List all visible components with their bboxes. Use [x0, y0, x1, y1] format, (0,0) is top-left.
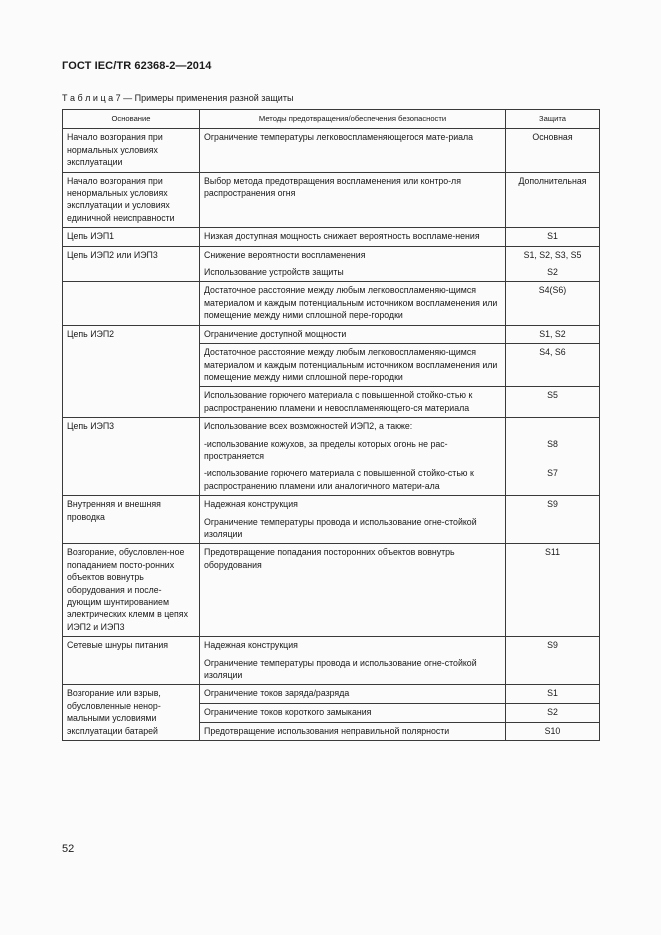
basis-cell: Возгорание или взрыв, обусловленные ненор-мальными условиями эксплуатации батарей — [63, 685, 200, 741]
method-cell: Ограничение температуры провода и использование огне-стойкой изоляции — [200, 514, 506, 544]
method-cell: Использование горючего материала с повышенной стойко-стью к распространению пламени и невоспламеняющего-ся материала — [200, 387, 506, 418]
protection-cell: S8 — [506, 436, 600, 466]
table-row — [63, 496, 600, 514]
protection-cell: S9 — [506, 637, 600, 685]
table-caption: Т а б л и ц а 7 — Примеры применения разной защиты — [62, 93, 294, 103]
protection-cell: Основная — [506, 129, 600, 172]
protection-cell: S1, S2, S3, S5 — [506, 246, 600, 264]
protection-cell: S10 — [506, 722, 600, 741]
table-row — [63, 246, 600, 264]
protection-cell: S1 — [506, 228, 600, 246]
table-header-row — [63, 110, 600, 129]
table-row — [63, 129, 600, 172]
method-cell: -использование горючего материала с повышенной стойко-стью к распространению пламени или аналогичного матери-ала — [200, 465, 506, 495]
protection-cell: S4(S6) — [506, 282, 600, 325]
protection-cell: S7 — [506, 465, 600, 495]
table-row — [63, 172, 600, 228]
method-cell: Предотвращение попадания посторонних объектов вовнутрь оборудования — [200, 544, 506, 637]
method-cell: Ограничение температуры провода и использование огне-стойкой изоляции — [200, 655, 506, 685]
table-row — [63, 228, 600, 246]
basis-cell-empty — [63, 282, 200, 325]
table-row — [63, 685, 600, 704]
basis-cell: Цепь ИЭП3 — [63, 418, 200, 496]
method-cell: -использование кожухов, за пределы которых огонь не рас-пространяется — [200, 436, 506, 466]
protection-table — [62, 109, 600, 741]
protection-cell: S5 — [506, 387, 600, 418]
document-header: ГОСТ IEC/TR 62368-2—2014 — [62, 60, 212, 72]
method-cell: Ограничение температуры легковоспламеняющегося мате-риала — [200, 129, 506, 172]
method-cell: Ограничение токов короткого замыкания — [200, 703, 506, 722]
protection-cell: S2 — [506, 703, 600, 722]
basis-cell: Возгорание, обусловлен-ное попаданием посто-ронних объектов вовнутрь оборудования и после-дующим шунтированием электрических клемм в цепях ИЭП2 и ИЭП3 — [63, 544, 200, 637]
method-cell: Ограничение доступной мощности — [200, 325, 506, 343]
basis-cell: Цепь ИЭП2 — [63, 325, 200, 417]
protection-cell: Дополнительная — [506, 172, 600, 228]
basis-cell: Сетевые шнуры питания — [63, 637, 200, 685]
basis-cell: Цепь ИЭП2 или ИЭП3 — [63, 246, 200, 282]
basis-cell: Внутренняя и внешняя проводка — [63, 496, 200, 544]
column-header-basis: Основание — [63, 110, 200, 129]
protection-cell: S9 — [506, 496, 600, 544]
method-cell: Использование всех возможностей ИЭП2, а также: — [200, 418, 506, 436]
table-row — [63, 637, 600, 655]
protection-cell: S11 — [506, 544, 600, 637]
method-cell: Предотвращение использования неправильной полярности — [200, 722, 506, 741]
table-row — [63, 325, 600, 343]
basis-cell: Цепь ИЭП1 — [63, 228, 200, 246]
protection-cell: S1, S2 — [506, 325, 600, 343]
method-cell: Выбор метода предотвращения воспламенения или контро-ля распространения огня — [200, 172, 506, 228]
protection-cell: S2 — [506, 264, 600, 282]
method-cell: Использование устройств защиты — [200, 264, 506, 282]
column-header-methods: Методы предотвращения/обеспечения безопасности — [200, 110, 506, 129]
method-cell: Надежная конструкция — [200, 496, 506, 514]
basis-cell: Начало возгорания при ненормальных условиях эксплуатации и условиях единичной неисправности — [63, 172, 200, 228]
table-row — [63, 544, 600, 637]
basis-cell: Начало возгорания при нормальных условиях эксплуатации — [63, 129, 200, 172]
protection-cell: S4, S6 — [506, 344, 600, 387]
protection-cell-empty — [506, 418, 600, 436]
method-cell: Достаточное расстояние между любым легковоспламеняю-щимся материалом и каждым потенциальным источником воспламенения или помещение между ними сплошной пере-городки — [200, 282, 506, 325]
method-cell: Надежная конструкция — [200, 637, 506, 655]
method-cell: Снижение вероятности воспламенения — [200, 246, 506, 264]
method-cell: Ограничение токов заряда/разряда — [200, 685, 506, 704]
method-cell: Низкая доступная мощность снижает вероятность воспламе-нения — [200, 228, 506, 246]
method-cell: Достаточное расстояние между любым легковоспламеняю-щимся материалом и каждым потенциальным источником воспламенения или помещение между ними сплошной пере-городки — [200, 344, 506, 387]
page-number: 52 — [62, 843, 75, 855]
protection-cell: S1 — [506, 685, 600, 704]
column-header-protection: Защита — [506, 110, 600, 129]
table-row — [63, 282, 600, 325]
table-row — [63, 418, 600, 436]
